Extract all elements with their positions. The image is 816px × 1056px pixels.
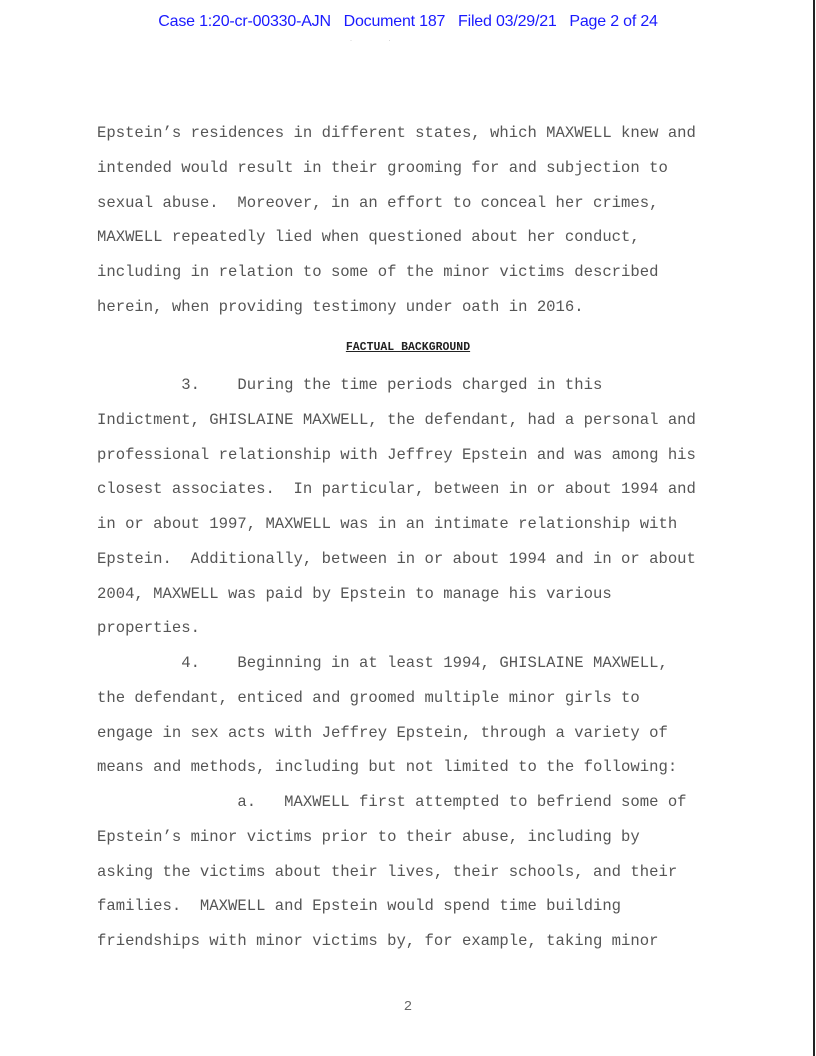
main-paragraphs <box>97 368 696 959</box>
document-number: Document 187 <box>343 13 446 30</box>
text-line: 3. During the time periods charged in this <box>97 376 603 394</box>
text-line: means and methods, including but not limited to the following: <box>97 758 678 777</box>
text-line: Indictment, GHISLAINE MAXWELL, the defendant, had a personal and <box>97 410 696 429</box>
text-line: a. MAXWELL first attempted to befriend some of <box>97 793 687 811</box>
text-line: intended would result in their grooming for and subjection to <box>97 158 668 177</box>
text-line: 4. Beginning in at least 1994, GHISLAINE MAXWELL, <box>97 654 668 672</box>
case-number: Case 1:20-cr-00330-AJN <box>158 13 331 30</box>
text-line: including in relation to some of the minor victims described <box>97 263 659 281</box>
text-line: families. MAXWELL and Epstein would spend time building <box>97 897 622 916</box>
section-heading-text: FACTUAL BACKGROUND <box>345 341 471 354</box>
section-heading <box>0 341 816 354</box>
text-line: 2004, MAXWELL was paid by Epstein to manage his various <box>97 584 612 603</box>
text-line: Epstein. Additionally, between in or about 1994 and in or about <box>97 549 696 568</box>
text-line: MAXWELL repeatedly lied when questioned about her conduct, <box>97 228 640 247</box>
intro-paragraph <box>97 116 696 325</box>
text-line: in or about 1997, MAXWELL was in an intimate relationship with <box>97 515 678 533</box>
scan-specks: · · <box>350 38 391 44</box>
text-line: Epstein’s residences in different states, which MAXWELL knew and <box>97 124 696 142</box>
text-line: engage in sex acts with Jeffrey Epstein, through a variety of <box>97 723 668 742</box>
text-line: friendships with minor victims by, for example, taking minor <box>97 932 659 950</box>
text-line: professional relationship with Jeffrey Epstein and was among his <box>97 445 696 464</box>
text-line: the defendant, enticed and groomed multiple minor girls to <box>97 688 640 707</box>
text-line: asking the victims about their lives, their schools, and their <box>97 862 678 881</box>
page-count: Page 2 of 24 <box>569 13 658 30</box>
text-line: sexual abuse. Moreover, in an effort to conceal her crimes, <box>97 193 659 212</box>
court-filing-header <box>0 13 816 31</box>
text-line: closest associates. In particular, between in or about 1994 and <box>97 480 696 499</box>
text-line: herein, when providing testimony under oath in 2016. <box>97 297 584 316</box>
text-line: Epstein’s minor victims prior to their abuse, including by <box>97 827 640 846</box>
text-line: properties. <box>97 619 200 638</box>
filed-date: Filed 03/29/21 <box>458 13 557 30</box>
page-edge-line <box>813 0 815 1056</box>
page-number: 2 <box>403 999 413 1015</box>
